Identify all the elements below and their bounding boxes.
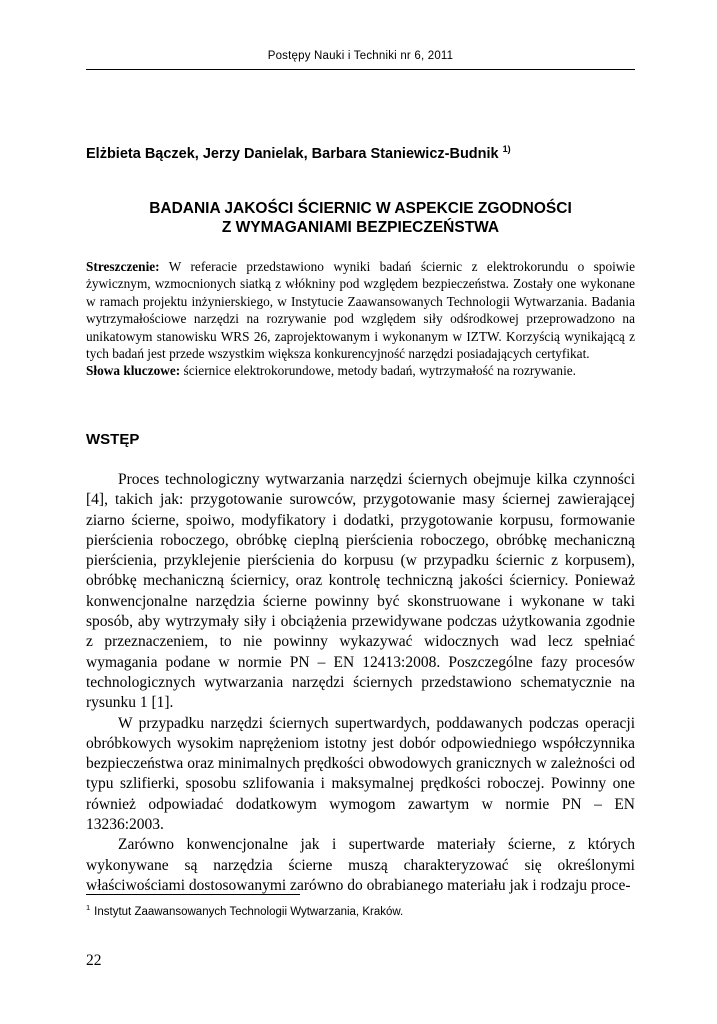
- body-text: [86, 470, 635, 896]
- footnote-text: Instytut Zaawansowanych Technologii Wytwarzania, Kraków.: [94, 905, 404, 918]
- section-heading: WSTĘP: [86, 431, 140, 448]
- keywords-text: ściernice elektrokorundowe, metody badań, wytrzymałość na rozrywanie.: [183, 363, 576, 379]
- authors-line: [86, 144, 646, 162]
- footnote: [86, 903, 646, 918]
- abstract-label: Streszczenie:: [86, 259, 160, 274]
- footnote-rule: [86, 894, 300, 895]
- running-header: Postępy Nauki i Techniki nr 6, 2011: [267, 50, 454, 62]
- footnote-mark: 1: [86, 903, 91, 912]
- body-paragraph: Zarówno konwencjonalne jak i supertwarde materiały ścierne, z których wykonywane są narzędzia ścierne muszą charakteryzować się określonymi właściwościami dostosowanymi zarówno do obrabianego materiału jak i rodzaju proce-: [86, 836, 635, 894]
- body-paragraph: Proces technologiczny wytwarzania narzędzi ściernych obejmuje kilka czynności [4], takich jak: przygotowanie surowców, przygotowanie masy ściernej zawierającej ziarno ścierne, spoiwo, modyfikatory i dodatki, przygotowanie korpusu, formowanie pierścienia roboczego, obróbkę cieplną pierścienia roboczego, obróbkę mechaniczną pierścienia, przyklejenie pierścienia do korpusu (w przypadku ściernic z korpusem), obróbkę mechaniczną ściernicy, oraz kontrolę techniczną jakości ściernicy. Ponieważ konwencjonalne narzędzia ścierne powinny być skonstruowane i wykonane w taki sposób, aby wytrzymały siły i obciążenia przewidywane podczas użytkowania zgodnie z przeznaczeniem, to nie powinny wykazywać widocznych wad lecz spełniać wymagania podane w normie PN – EN 12413:2008. Poszczególne fazy procesów technologicznych wytwarzania narzędzi ściernych przedstawiono schematycznie na rysunku 1 [1].: [86, 471, 635, 712]
- paper-title-line-2: Z WYMAGANIAMI BEZPIECZEŃSTWA: [221, 219, 500, 236]
- keywords-paragraph: [86, 362, 635, 379]
- abstract-paragraph: [86, 258, 635, 362]
- abstract-text: W referacie przedstawiono wyniki badań ściernic z elektrokorundu o spoiwie żywicznym, wzmocnionych siatką z włókniny pod względem bezpieczeństwa. Zostały one wykonane w ramach projektu inżynierskiego, w Instytucie Zaawansowanych Technologii Wytwarzania. Badania wytrzymałościowe narzędzi na rozrywanie pod względem siły odśrodkowej przeprowadzono na unikatowym stanowisku WRS 26, zaprojektowanym i wykonanym w IZTW. Korzyścią wynikającą z tych badań jest przede wszystkim większa konkurencyjność narzędzi posiadających certyfikat.: [86, 259, 635, 362]
- abstract: [86, 258, 635, 380]
- page-number: 22: [86, 952, 102, 969]
- header-rule: [86, 69, 635, 70]
- keywords-label: Słowa kluczowe:: [86, 363, 181, 379]
- paper-title-line-1: BADANIA JAKOŚCI ŚCIERNIC W ASPEKCIE ZGODNOŚCI: [149, 200, 572, 217]
- body-paragraph: W przypadku narzędzi ściernych supertwardych, poddawanych podczas operacji obróbkowych wysokim naprężeniom istotny jest dobór odpowiedniego współczynnika bezpieczeństwa oraz minimalnych prędkości obwodowych granicznych w zależności od typu szlifierki, sposobu szlifowania i maksymalnej prędkości roboczej. Powinny one również odpowiadać dodatkowym wymogom zawartym w normie PN – EN 13236:2003.: [86, 714, 635, 834]
- paper-title: [86, 199, 635, 237]
- author-names: Elżbieta Bączek, Jerzy Danielak, Barbara Staniewicz-Budnik: [86, 145, 499, 162]
- author-footnote-mark: 1): [502, 144, 511, 154]
